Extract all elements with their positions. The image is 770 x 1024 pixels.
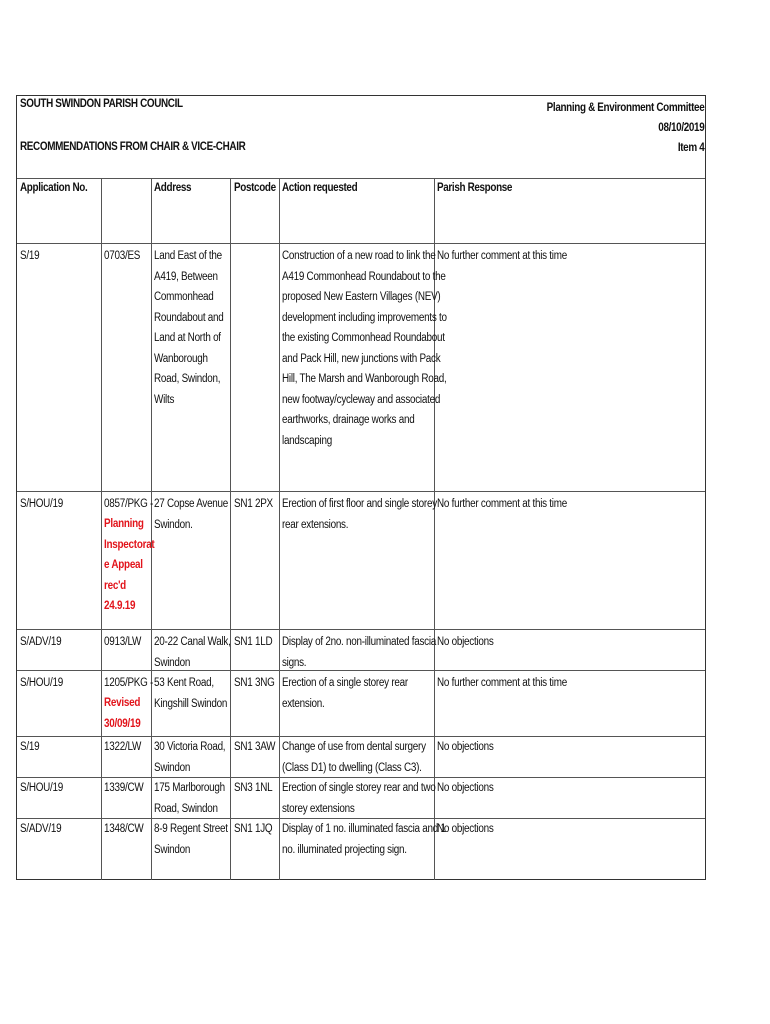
application-number: 1348/CW bbox=[104, 823, 144, 835]
application-prefix: S/HOU/19 bbox=[20, 782, 64, 794]
council-name: SOUTH SWINDON PARISH COUNCIL bbox=[20, 98, 183, 110]
application-prefix: S/HOU/19 bbox=[20, 677, 64, 689]
response-cell: No further comment at this time bbox=[437, 498, 567, 510]
postcode-cell: SN1 3AW bbox=[234, 741, 276, 753]
application-prefix: S/HOU/19 bbox=[20, 498, 64, 510]
application-number: 0913/LW bbox=[104, 636, 142, 648]
address-cell: 27 Copse Avenue Swindon. bbox=[154, 498, 229, 531]
application-prefix: S/19 bbox=[20, 741, 40, 753]
postcode-cell: SN1 3NG bbox=[234, 677, 275, 689]
appeal-note: Planning Inspectorat e Appeal rec'd 24.9.19 bbox=[104, 518, 155, 612]
action-cell: Erection of a single storey rear extension. bbox=[282, 677, 408, 710]
address-cell: 20-22 Canal Walk, Swindon bbox=[154, 636, 231, 669]
application-prefix: S/ADV/19 bbox=[20, 823, 62, 835]
postcode-cell: SN3 1NL bbox=[234, 782, 273, 794]
column-header-response: Parish Response bbox=[437, 182, 513, 194]
action-cell: Display of 2no. non-illuminated fascia signs. bbox=[282, 636, 437, 669]
response-cell: No objections bbox=[437, 823, 494, 835]
response-cell: No further comment at this time bbox=[437, 677, 567, 689]
column-header-address: Address bbox=[154, 182, 192, 194]
column-divider bbox=[101, 178, 102, 880]
response-cell: No objections bbox=[437, 636, 494, 648]
postcode-cell: SN1 1JQ bbox=[234, 823, 273, 835]
response-cell: No further comment at this time bbox=[437, 250, 567, 262]
header-divider bbox=[17, 178, 705, 179]
application-number: 1322/LW bbox=[104, 741, 142, 753]
response-cell: No objections bbox=[437, 782, 494, 794]
application-number: 0857/PKG - bbox=[104, 498, 154, 510]
address-cell: Land East of the A419, Between Commonhead Roundabout and Land at North of Wanborough Road, Swindon, Wilts bbox=[154, 250, 224, 406]
action-cell: Display of 1 no. illuminated fascia and 1 no. illuminated projecting sign. bbox=[282, 823, 446, 856]
column-divider bbox=[279, 178, 280, 880]
application-number: 1205/PKG - bbox=[104, 677, 154, 689]
action-cell: Erection of first floor and single storey rear extensions. bbox=[282, 498, 437, 531]
committee-block bbox=[546, 98, 704, 158]
application-prefix: S/ADV/19 bbox=[20, 636, 62, 648]
application-number: 1339/CW bbox=[104, 782, 144, 794]
postcode-cell: SN1 1LD bbox=[234, 636, 273, 648]
document-page bbox=[16, 95, 706, 880]
column-divider bbox=[230, 178, 231, 880]
row-divider bbox=[17, 491, 705, 492]
action-cell: Erection of single storey rear and two storey extensions bbox=[282, 782, 436, 815]
action-cell: Construction of a new road to link the A419 Commonhead Roundabout to the proposed New Eastern Villages (NEV) development including improvements to the existing Commonhead Roundabout and Pack Hill, new junctions with Pack Hill, The Marsh and Wanborough Road, new footway/cycleway and associated earthworks, drainage works and landscaping bbox=[282, 250, 447, 447]
item-number: Item 4 bbox=[677, 142, 704, 154]
column-header-postcode: Postcode bbox=[234, 182, 276, 194]
meeting-date: 08/10/2019 bbox=[657, 122, 704, 134]
action-cell: Change of use from dental surgery (Class D1) to dwelling (Class C3). bbox=[282, 741, 426, 774]
document-subtitle: RECOMMENDATIONS FROM CHAIR & VICE-CHAIR bbox=[20, 141, 246, 153]
address-cell: 30 Victoria Road, Swindon bbox=[154, 741, 226, 774]
address-cell: 8-9 Regent Street Swindon bbox=[154, 823, 228, 856]
revision-note: Revised 30/09/19 bbox=[104, 697, 141, 730]
application-prefix: S/19 bbox=[20, 250, 40, 262]
row-divider bbox=[17, 243, 705, 244]
postcode-cell: SN1 2PX bbox=[234, 498, 273, 510]
response-cell: No objections bbox=[437, 741, 494, 753]
column-header-application: Application No. bbox=[20, 182, 88, 194]
address-cell: 53 Kent Road, Kingshill Swindon bbox=[154, 677, 228, 710]
row-divider bbox=[17, 629, 705, 630]
address-cell: 175 Marlborough Road, Swindon bbox=[154, 782, 225, 815]
column-header-action: Action requested bbox=[282, 182, 358, 194]
application-number: 0703/ES bbox=[104, 250, 141, 262]
committee-name: Planning & Environment Committee bbox=[546, 102, 704, 114]
